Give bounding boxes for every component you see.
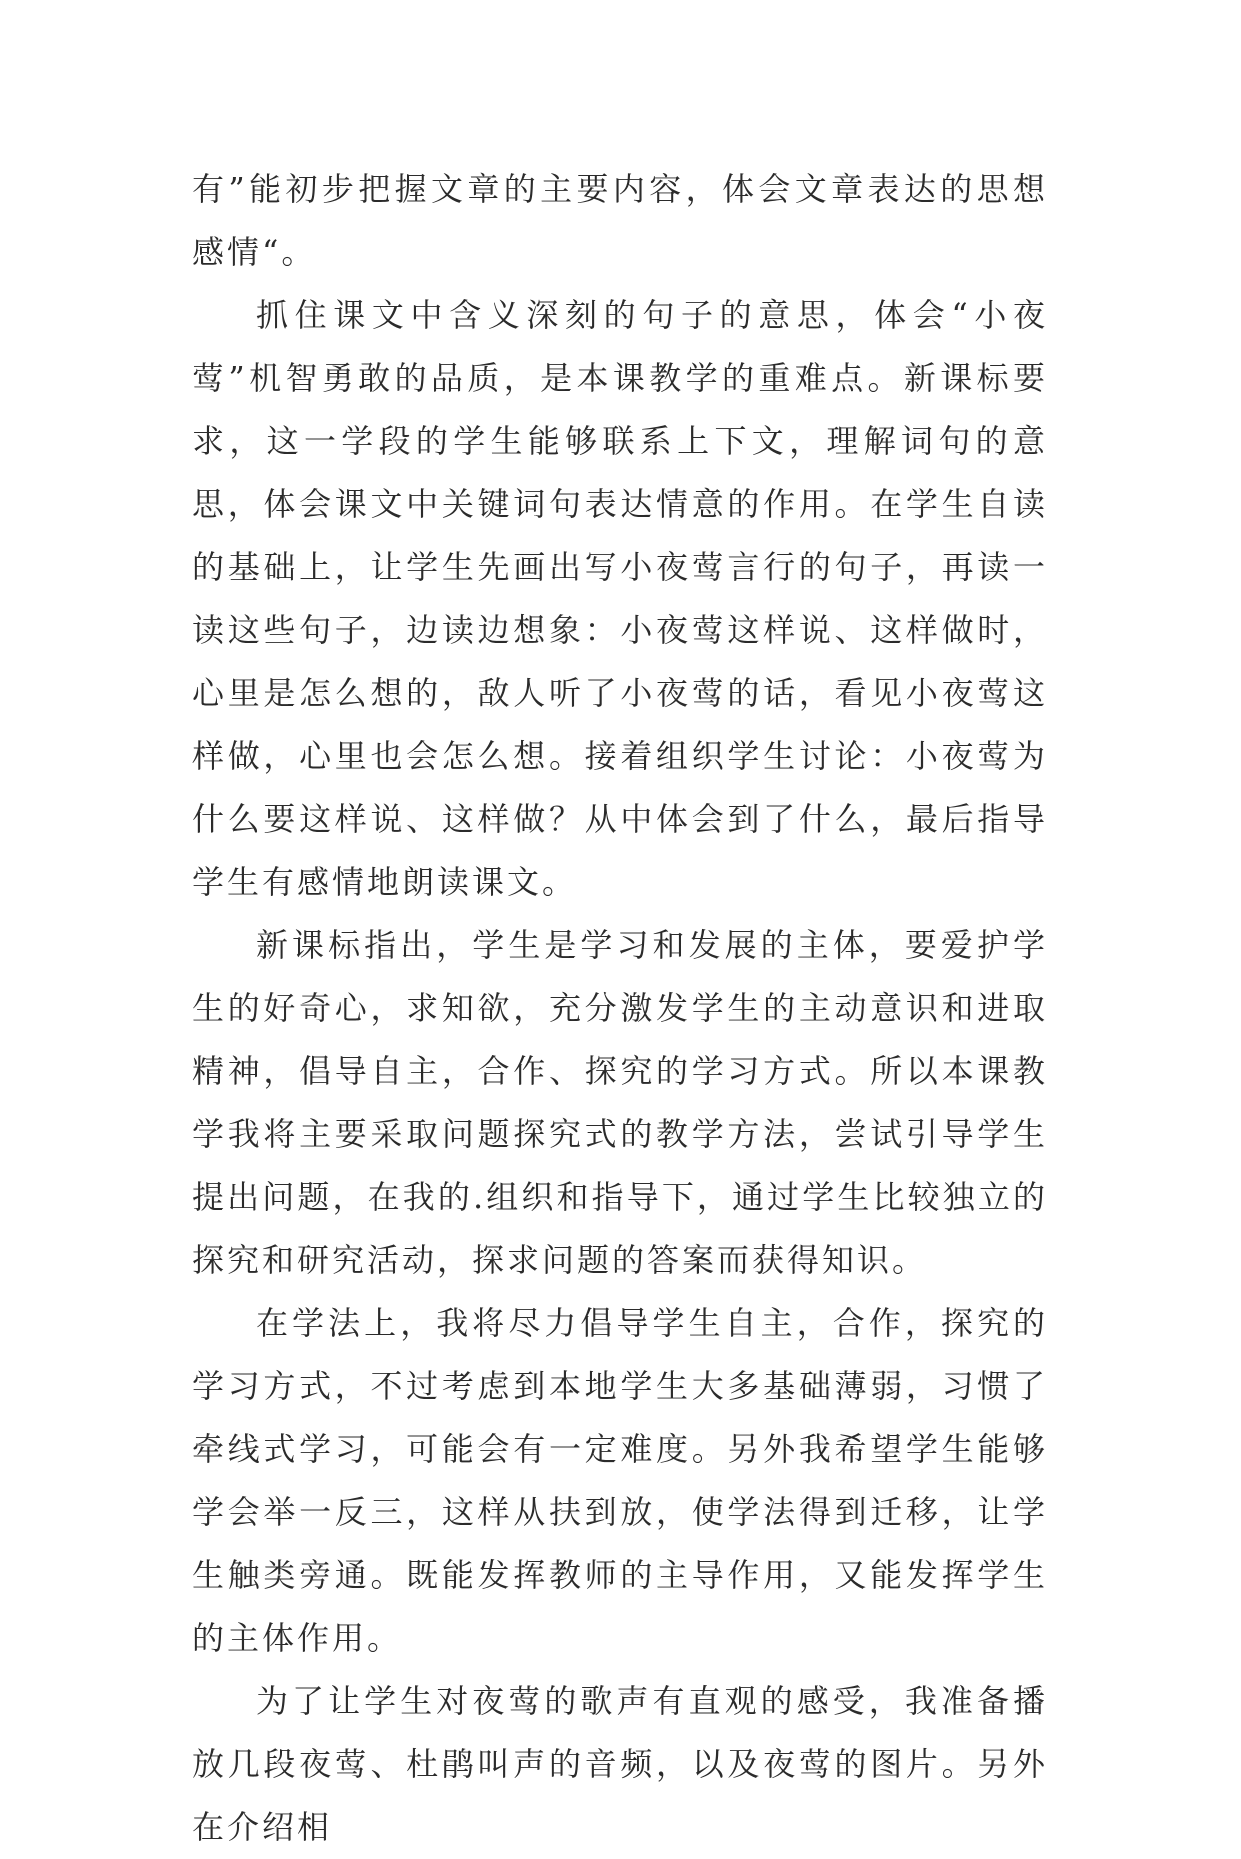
document-body bbox=[192, 158, 1048, 1859]
paragraph-learning-method: 在学法上，我将尽力倡导学生自主，合作，探究的学习方式，不过考虑到本地学生大多基础薄弱，习惯了牵线式学习，可能会有一定难度。另外我希望学生能够学会举一反三，这样从扶到放，使学法得到迁移，让学生触类旁通。既能发挥教师的主导作用，又能发挥学生的主体作用。 bbox=[192, 1304, 1048, 1657]
paragraph-teaching-aids: 为了让学生对夜莺的歌声有直观的感受，我准备播放几段夜莺、杜鹃叫声的音频，以及夜莺的图片。另外在介绍相 bbox=[192, 1682, 1048, 1846]
paragraph-teaching-method: 新课标指出，学生是学习和发展的主体，要爱护学生的好奇心，求知欲，充分激发学生的主动意识和进取精神，倡导自主，合作、探究的学习方式。所以本课教学我将主要采取问题探究式的教学方法，尝试引导学生提出问题，在我的.组织和指导下，通过学生比较独立的探究和研究活动，探求问题的答案而获得知识。 bbox=[192, 926, 1048, 1279]
paragraph-key-difficulties: 抓住课文中含义深刻的句子的意思，体会“小夜莺”机智勇敢的品质，是本课教学的重难点。新课标要求，这一学段的学生能够联系上下文，理解词句的意思，体会课文中关键词句表达情意的作用。在学生自读的基础上，让学生先画出写小夜莺言行的句子，再读一读这些句子，边读边想象：小夜莺这样说、这样做时，心里是怎么想的，敌人听了小夜莺的话，看见小夜莺这样做，心里也会怎么想。接着组织学生讨论：小夜莺为什么要这样说、这样做？从中体会到了什么，最后指导学生有感情地朗读课文。 bbox=[192, 296, 1048, 901]
paragraph-continuation: 有”能初步把握文章的主要内容，体会文章表达的思想感情“。 bbox=[192, 170, 1048, 271]
